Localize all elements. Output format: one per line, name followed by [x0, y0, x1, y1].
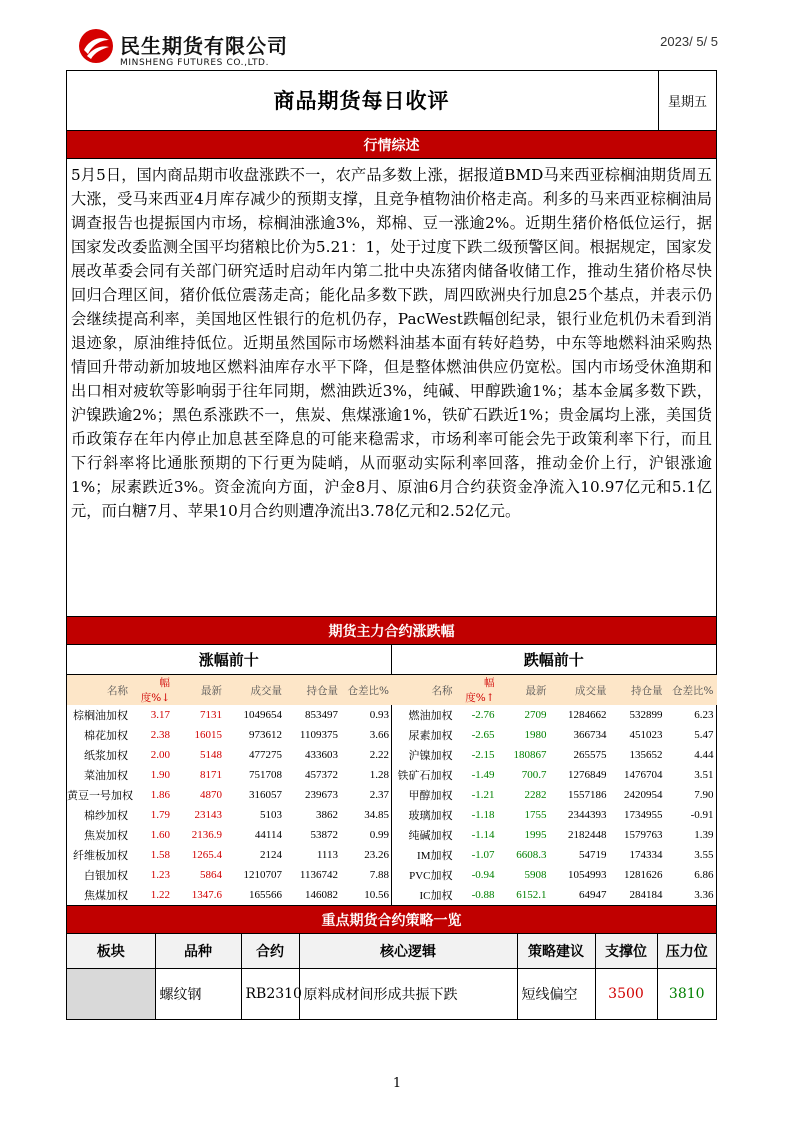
- column-header: 合约: [241, 934, 299, 968]
- cell-oi_chg: 5.47: [694, 729, 714, 741]
- cell-oi_chg: 1.39: [694, 829, 714, 841]
- cell-volume: 751708: [249, 769, 282, 781]
- cell-volume: 1210707: [243, 869, 282, 881]
- gainers-table: [67, 675, 392, 905]
- column-header: 支撑位: [595, 934, 657, 968]
- cell-volume: 316057: [249, 789, 282, 801]
- table-row: [67, 865, 392, 885]
- cell-name: PVC加权: [409, 870, 453, 882]
- report-title: 商品期货每日收评: [273, 89, 450, 113]
- cell-pct: 1.90: [150, 769, 170, 781]
- cell-oi_chg: 2.22: [369, 749, 389, 761]
- table-row: [67, 705, 392, 725]
- column-header: 板块: [67, 934, 155, 968]
- cell-oi: 433603: [305, 749, 338, 761]
- cell-last: 1980: [524, 729, 547, 741]
- cell-oi: 2420954: [624, 789, 663, 801]
- company-name-en: MINSHENG FUTURES CO.,LTD.: [120, 58, 270, 68]
- column-header: 最新: [173, 675, 225, 705]
- cell-pct: 2.38: [150, 729, 170, 741]
- column-header: 核心逻辑: [299, 934, 517, 968]
- ranking-heading: 期货主力合约涨跌幅: [67, 617, 716, 645]
- table-row: [67, 968, 716, 1019]
- table-row: [392, 785, 717, 805]
- cell-pct: -2.76: [471, 709, 495, 721]
- cell-last: 16015: [194, 729, 222, 741]
- table-row: [392, 805, 717, 825]
- cell-pct: 1.79: [150, 809, 170, 821]
- column-header: 成交量: [225, 675, 285, 705]
- cell-name: 甲醇加权: [408, 790, 453, 802]
- table-row: [67, 745, 392, 765]
- cell-name: 菜油加权: [84, 770, 128, 782]
- report-date: 2023/ 5/ 5: [660, 34, 718, 49]
- column-header: 仓差比%: [666, 675, 717, 705]
- cell-oi_chg: 23.26: [364, 849, 389, 861]
- cell-last: 1347.6: [191, 889, 222, 901]
- ranking-tables: [67, 645, 716, 906]
- cell-last: 5148: [200, 749, 222, 761]
- cell-pct: -1.49: [471, 769, 495, 781]
- column-header: 压力位: [657, 934, 716, 968]
- column-header: 持仓量: [610, 675, 666, 705]
- cell-sector: [67, 968, 155, 1019]
- minsheng-logo-icon: [78, 28, 114, 64]
- cell-name: 纯碱加权: [408, 830, 453, 842]
- cell-pct: -0.94: [471, 869, 495, 881]
- cell-pct: 1.22: [150, 889, 170, 901]
- cell-support: 3500: [595, 968, 657, 1019]
- cell-pct: 1.60: [150, 829, 170, 841]
- company-name-cn: 民生期货有限公司: [120, 34, 288, 58]
- cell-oi: 1734955: [624, 809, 663, 821]
- page-number: 1: [392, 1076, 402, 1091]
- cell-oi: 1281626: [624, 869, 663, 881]
- cell-pct: -1.18: [471, 809, 495, 821]
- losers-title: 跌幅前十: [392, 645, 717, 675]
- column-header: 品种: [155, 934, 241, 968]
- column-header: 名称: [392, 675, 456, 705]
- gainers-title: 涨幅前十: [67, 645, 391, 675]
- cell-volume: 2182448: [568, 829, 607, 841]
- table-row: [392, 825, 717, 845]
- cell-pct: -1.07: [471, 849, 495, 861]
- table-row: [392, 865, 717, 885]
- cell-oi: 1109375: [299, 729, 338, 741]
- cell-pct: -2.65: [471, 729, 495, 741]
- cell-oi: 135652: [629, 749, 663, 761]
- cell-oi_chg: 0.99: [369, 829, 389, 841]
- cell-oi: 146082: [305, 889, 338, 901]
- cell-oi: 284184: [629, 889, 663, 901]
- table-row: [67, 885, 392, 905]
- cell-advice: 短线偏空: [517, 968, 595, 1019]
- cell-oi_chg: 3.66: [369, 729, 389, 741]
- cell-pct: 3.17: [150, 709, 170, 721]
- cell-last: 7131: [200, 709, 222, 721]
- table-row: [67, 825, 392, 845]
- cell-pct: 1.58: [150, 849, 170, 861]
- title-row: [67, 71, 716, 131]
- losers-table: [392, 675, 717, 905]
- cell-oi: 457372: [305, 769, 338, 781]
- cell-oi: 53872: [310, 829, 338, 841]
- cell-volume: 1276849: [568, 769, 607, 781]
- gainers-panel: [67, 645, 392, 905]
- cell-last: 8171: [200, 769, 222, 781]
- cell-oi: 1113: [316, 849, 338, 861]
- cell-name: IC加权: [419, 890, 453, 902]
- cell-name: 白银加权: [84, 870, 128, 882]
- cell-last: 23143: [194, 809, 222, 821]
- cell-last: 2136.9: [191, 829, 222, 841]
- column-header: 幅度%↓: [131, 675, 173, 705]
- cell-oi_chg: 3.51: [694, 769, 714, 781]
- table-row: [67, 785, 392, 805]
- cell-pct: -0.88: [471, 889, 495, 901]
- cell-oi_chg: 6.23: [694, 709, 714, 721]
- table-row: [67, 725, 392, 745]
- cell-name: 尿素加权: [408, 730, 453, 742]
- cell-oi_chg: -0.91: [690, 809, 714, 821]
- table-row: [67, 805, 392, 825]
- cell-volume: 1284662: [568, 709, 607, 721]
- strategy-heading: 重点期货合约策略一览: [67, 906, 716, 934]
- cell-volume: 366734: [573, 729, 607, 741]
- cell-oi: 853497: [305, 709, 338, 721]
- cell-last: 5864: [200, 869, 222, 881]
- market-summary-heading: 行情综述: [67, 131, 716, 159]
- cell-oi_chg: 7.88: [369, 869, 389, 881]
- report-weekday: 星期五: [658, 71, 716, 130]
- cell-last: 1995: [524, 829, 547, 841]
- column-header: 成交量: [550, 675, 610, 705]
- cell-name: 焦煤加权: [84, 890, 128, 902]
- cell-volume: 44114: [254, 829, 282, 841]
- cell-oi_chg: 6.86: [694, 869, 714, 881]
- table-row: [392, 765, 717, 785]
- cell-name: 焦炭加权: [84, 830, 128, 842]
- column-header: 最新: [498, 675, 550, 705]
- cell-oi: 1476704: [624, 769, 663, 781]
- table-row: [392, 745, 717, 765]
- cell-pct: 1.86: [150, 789, 170, 801]
- cell-oi_chg: 7.90: [694, 789, 714, 801]
- table-row: [392, 845, 717, 865]
- cell-pct: 2.00: [150, 749, 170, 761]
- cell-last: 5908: [524, 869, 547, 881]
- cell-last: 6152.1: [516, 889, 547, 901]
- cell-oi: 1136742: [299, 869, 338, 881]
- cell-last: 1265.4: [191, 849, 222, 861]
- cell-last: 180867: [513, 749, 547, 761]
- strategy-table: [67, 934, 716, 1019]
- column-header: 幅度%↑: [456, 675, 498, 705]
- market-summary-text: 5月5日，国内商品期市收盘涨跌不一，农产品多数上涨，据报道BMD马来西亚棕榈油期货周五大涨，受马来西亚4月库存减少的预期支撑，且竞争植物油价格走高。利多的马来西亚棕榈油局调查报告也提振国内市场，棕榈油涨逾3%，郑棉、豆一涨逾2%。近期生猪价格低位运行，据国家发改委监测全国平均猪粮比价为5.21：1，处于过度下跌二级预警区间。根据规定，国家发展改革委会同有关部门研究适时启动年内第二批中央冻猪肉储备收储工作，推动生猪价格尽快回归合理区间，猪价低位震荡走高；能化品多数下跌，周四欧洲央行加息25个基点，并表示仍会继续提高利率，美国地区性银行的危机仍存，PacWest跌幅创纪录，银行业危机仍未看到消退迹象，原油维持低位。近期虽然国际市场燃料油基本面有转好趋势，中东等地燃料油采购热情回升带动新加坡地区燃料油库存水平下降，但是整体燃油供应仍宽松。国内市场受休渔期和出口相对疲软等影响弱于往年同期，燃油跌近3%，纯碱、甲醇跌逾1%；基本金属多数下跌，沪镍跌逾2%；黑色系涨跌不一，焦炭、焦煤涨逾1%，铁矿石跌近1%；贵金属均上涨，美国货币政策存在年内停止加息甚至降息的可能来稳需求，市场利率可能会先于政策利率下行，而且下行斜率将比通胀预期的下行更为陡峭，从而驱动实际利率回落，推动金价上行，沪银涨逾1%；尿素跌近3%。资金流向方面，沪金8月、原油6月合约获资金净流入10.97亿元和5.1亿元，而白糖7月、苹果10月合约则遭净流出3.78亿元和2.52亿元。: [67, 159, 716, 617]
- cell-volume: 165566: [249, 889, 282, 901]
- cell-name: 棉纱加权: [84, 810, 128, 822]
- cell-oi_chg: 4.44: [694, 749, 714, 761]
- cell-volume: 64947: [579, 889, 607, 901]
- cell-oi: 3862: [316, 809, 338, 821]
- cell-pct: -1.14: [471, 829, 495, 841]
- cell-name: 纤维板加权: [73, 850, 128, 862]
- cell-contract: RB2310: [241, 968, 299, 1019]
- cell-volume: 54719: [579, 849, 607, 861]
- cell-name: 棉花加权: [84, 730, 128, 742]
- table-row: [392, 725, 717, 745]
- cell-name: 玻璃加权: [408, 810, 453, 822]
- cell-volume: 5103: [260, 809, 282, 821]
- cell-volume: 477275: [249, 749, 282, 761]
- cell-volume: 1049654: [243, 709, 282, 721]
- table-row: [392, 885, 717, 905]
- cell-oi_chg: 10.56: [364, 889, 389, 901]
- cell-last: 6608.3: [516, 849, 547, 861]
- cell-pct: 1.23: [150, 869, 170, 881]
- cell-volume: 2124: [260, 849, 282, 861]
- cell-oi_chg: 2.37: [369, 789, 389, 801]
- cell-volume: 2344393: [568, 809, 607, 821]
- cell-oi_chg: 0.93: [369, 709, 389, 721]
- cell-name: 黄豆一号加权: [67, 790, 133, 802]
- losers-panel: [392, 645, 717, 905]
- cell-oi_chg: 3.36: [694, 889, 714, 901]
- cell-oi_chg: 3.55: [694, 849, 714, 861]
- report-frame: [66, 70, 717, 1020]
- cell-name: 棕榈油加权: [73, 710, 128, 722]
- cell-last: 2282: [524, 789, 547, 801]
- cell-last: 700.7: [521, 769, 547, 781]
- cell-oi_chg: 1.28: [369, 769, 389, 781]
- cell-name: IM加权: [417, 850, 453, 862]
- cell-oi: 239673: [305, 789, 338, 801]
- cell-oi_chg: 34.85: [364, 809, 389, 821]
- cell-volume: 1557186: [568, 789, 607, 801]
- cell-oi: 174334: [629, 849, 663, 861]
- column-header: 名称: [67, 675, 131, 705]
- cell-pct: -1.21: [471, 789, 495, 801]
- cell-name: 纸浆加权: [84, 750, 128, 762]
- table-row: [67, 845, 392, 865]
- cell-volume: 973612: [249, 729, 282, 741]
- cell-pressure: 3810: [668, 985, 705, 1002]
- cell-logic: 原料成材间形成共振下跌: [299, 968, 517, 1019]
- cell-volume: 265575: [573, 749, 607, 761]
- cell-pct: -2.15: [471, 749, 495, 761]
- cell-oi: 1579763: [624, 829, 663, 841]
- table-row: [392, 705, 717, 725]
- column-header: 策略建议: [517, 934, 595, 968]
- cell-last: 1755: [524, 809, 547, 821]
- cell-last: 2709: [524, 709, 547, 721]
- cell-name: 燃油加权: [408, 710, 453, 722]
- cell-oi: 532899: [629, 709, 663, 721]
- cell-last: 4870: [200, 789, 222, 801]
- table-row: [67, 765, 392, 785]
- column-header: 持仓量: [285, 675, 341, 705]
- cell-product: 螺纹钢: [155, 968, 241, 1019]
- company-logo: [78, 28, 318, 72]
- cell-volume: 1054993: [568, 869, 607, 881]
- cell-oi: 451023: [629, 729, 663, 741]
- cell-name: 沪镍加权: [408, 750, 453, 762]
- column-header: 仓差比%: [341, 675, 392, 705]
- cell-name: 铁矿石加权: [397, 770, 453, 782]
